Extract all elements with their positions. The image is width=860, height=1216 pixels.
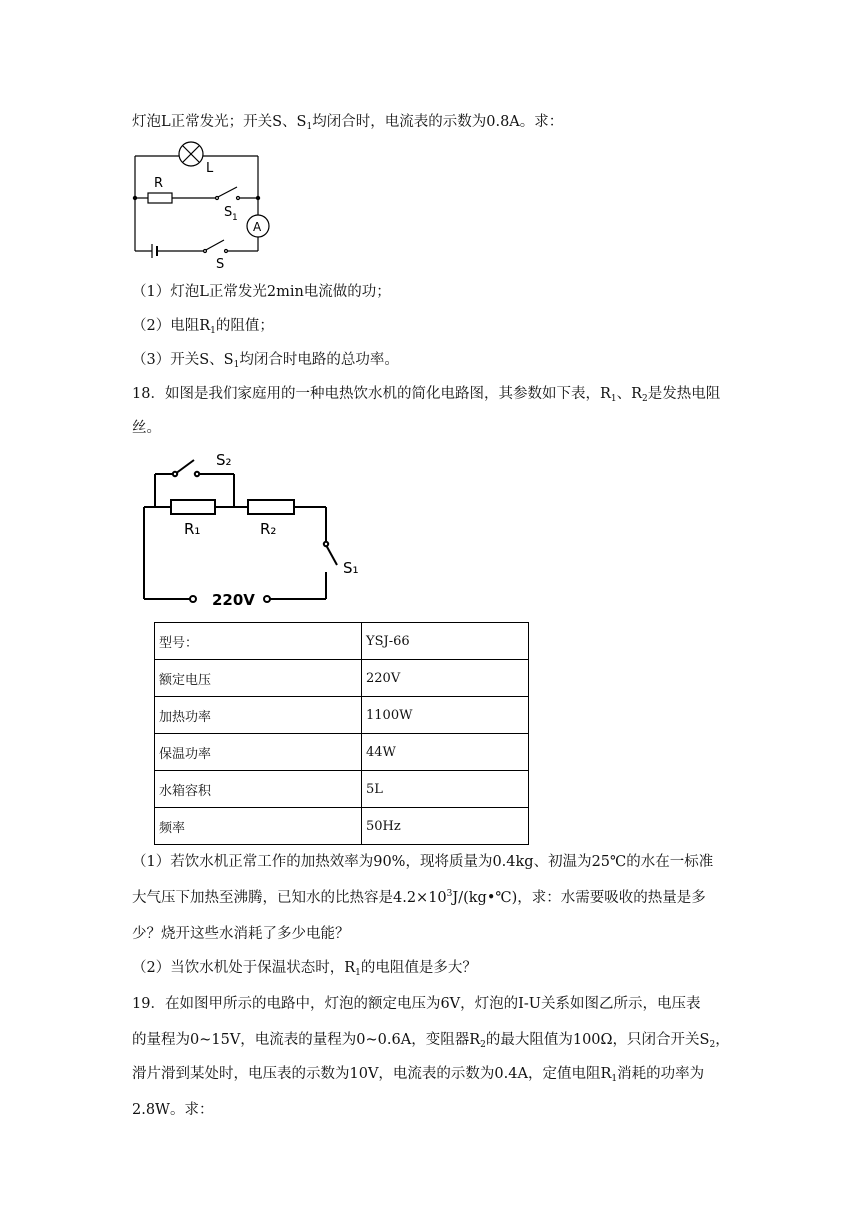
table-row xyxy=(155,734,529,771)
ammeter-label: A xyxy=(253,220,262,234)
spec-table xyxy=(154,622,529,845)
intro-text: 灯泡L正常发光；开关S、S xyxy=(132,114,307,130)
q19-line3 xyxy=(132,1064,704,1086)
subscript: 1 xyxy=(233,360,240,370)
intro-text: 均闭合时，电流表的示数为0.8A。求： xyxy=(312,114,564,130)
table-cell: 型号： xyxy=(155,623,362,660)
subscript: 1 xyxy=(610,394,617,404)
table-row xyxy=(155,771,529,808)
subscript: 2 xyxy=(480,1040,486,1050)
switch-s1-label: S xyxy=(224,205,233,220)
q19-text: 的最大阻值为100Ω，只闭合开关S xyxy=(485,1032,710,1048)
table-row xyxy=(155,697,529,734)
terminal-left xyxy=(190,596,196,602)
table-cell: 额定电压 xyxy=(155,660,362,697)
q18-part1-line1 xyxy=(132,852,713,872)
q17-part3-text: 均闭合时电路的总功率。 xyxy=(239,352,399,368)
q19-text: 的量程为0~15V，电流表的量程为0~0.6A，变阻器R xyxy=(132,1032,481,1048)
q18-text: 、R xyxy=(616,386,643,402)
q19-line4 xyxy=(132,1100,213,1120)
switch-s-symbol xyxy=(204,240,224,251)
q19-line2 xyxy=(132,1030,730,1052)
table-row xyxy=(155,623,529,660)
q18-part1-line3 xyxy=(132,924,350,944)
table-cell: 1100W xyxy=(362,697,529,734)
circuit-diagram-1 xyxy=(120,138,280,274)
subscript: 2 xyxy=(642,394,648,404)
intro-line xyxy=(132,112,563,134)
q18-part1-text: （1）若饮水机正常工作的加热效率为90%，现将质量为0.4kg、初温为25℃的水在一标准 xyxy=(132,854,714,870)
q17-part2-text: （2）电阻R xyxy=(132,318,211,334)
q19-text: 滑片滑到某处时，电压表的示数为10V，电流表的示数为0.4A，定值电阻R xyxy=(132,1066,612,1082)
subscript: 1 xyxy=(611,1074,618,1084)
voltage-label: 220V xyxy=(212,591,255,609)
q18-part1-text: J/(kg•℃)，求：水需要吸收的热量是多 xyxy=(452,890,706,906)
switch-s-label: S xyxy=(216,257,225,272)
s2-label: S₂ xyxy=(216,451,232,469)
switch-s2-symbol xyxy=(175,460,194,474)
q17-part2-text: 的阻值； xyxy=(215,318,274,334)
switch-s1-symbol-2 xyxy=(326,545,337,565)
q19-text: ， xyxy=(715,1032,730,1048)
q19-text: 2.8W。求： xyxy=(132,1102,214,1118)
q18-line2 xyxy=(132,418,161,438)
switch-s1-symbol xyxy=(216,187,237,198)
q19-text: 19．在如图甲所示的电路中，灯泡的额定电压为6V，灯泡的I-U关系如图乙所示，电压表 xyxy=(132,996,701,1012)
r1-symbol xyxy=(171,500,215,514)
q19-text: 消耗的功率为 xyxy=(617,1066,705,1082)
resistor-symbol xyxy=(148,193,172,203)
q17-part2 xyxy=(132,316,274,338)
table-cell: 50Hz xyxy=(362,808,529,845)
q18-text: 是发热电阻 xyxy=(647,386,721,402)
lamp-label: L xyxy=(206,161,214,176)
q18-part2-text: 的电阻值是多大？ xyxy=(360,960,477,976)
s1-label: S₁ xyxy=(343,559,359,577)
q18-part1-text: 少？烧开这些水消耗了多少电能？ xyxy=(132,926,350,942)
superscript: 3 xyxy=(446,889,453,899)
q18-part2-text: （2）当饮水机处于保温状态时，R xyxy=(132,960,356,976)
table-cell: 加热功率 xyxy=(155,697,362,734)
q17-part3-text: （3）开关S、S xyxy=(132,352,234,368)
terminal-right xyxy=(264,596,270,602)
subscript: 1 xyxy=(306,122,313,132)
r2-symbol xyxy=(248,500,294,514)
subscript: 1 xyxy=(355,968,361,978)
q18-part1-text: 大气压下加热至沸腾，已知水的比热容是4.2×10 xyxy=(132,890,447,906)
q19-line1 xyxy=(132,994,701,1014)
q18-part1-line2 xyxy=(132,888,706,910)
table-row xyxy=(155,808,529,845)
subscript: 1 xyxy=(210,326,216,336)
switch-s1-sub: 1 xyxy=(232,213,238,223)
q18-line1 xyxy=(132,384,720,406)
resistor-label: R xyxy=(154,176,164,191)
q17-part3 xyxy=(132,350,399,372)
table-cell: 44W xyxy=(362,734,529,771)
q17-part1 xyxy=(132,282,391,302)
subscript: 2 xyxy=(709,1040,716,1050)
table-cell: 220V xyxy=(362,660,529,697)
r2-label: R₂ xyxy=(260,520,277,538)
q18-part2 xyxy=(132,958,477,980)
table-cell: YSJ-66 xyxy=(362,623,529,660)
q18-text: 丝。 xyxy=(132,420,161,436)
circuit-diagram-2 xyxy=(130,448,370,613)
table-row xyxy=(155,660,529,697)
table-cell: 频率 xyxy=(155,808,362,845)
q17-part1-text: （1）灯泡L正常发光2min电流做的功； xyxy=(132,284,391,300)
table-cell: 5L xyxy=(362,771,529,808)
r1-label: R₁ xyxy=(184,520,201,538)
q18-text: 18．如图是我们家庭用的一种电热饮水机的简化电路图，其参数如下表，R xyxy=(132,386,611,402)
table-cell: 水箱容积 xyxy=(155,771,362,808)
table-cell: 保温功率 xyxy=(155,734,362,771)
